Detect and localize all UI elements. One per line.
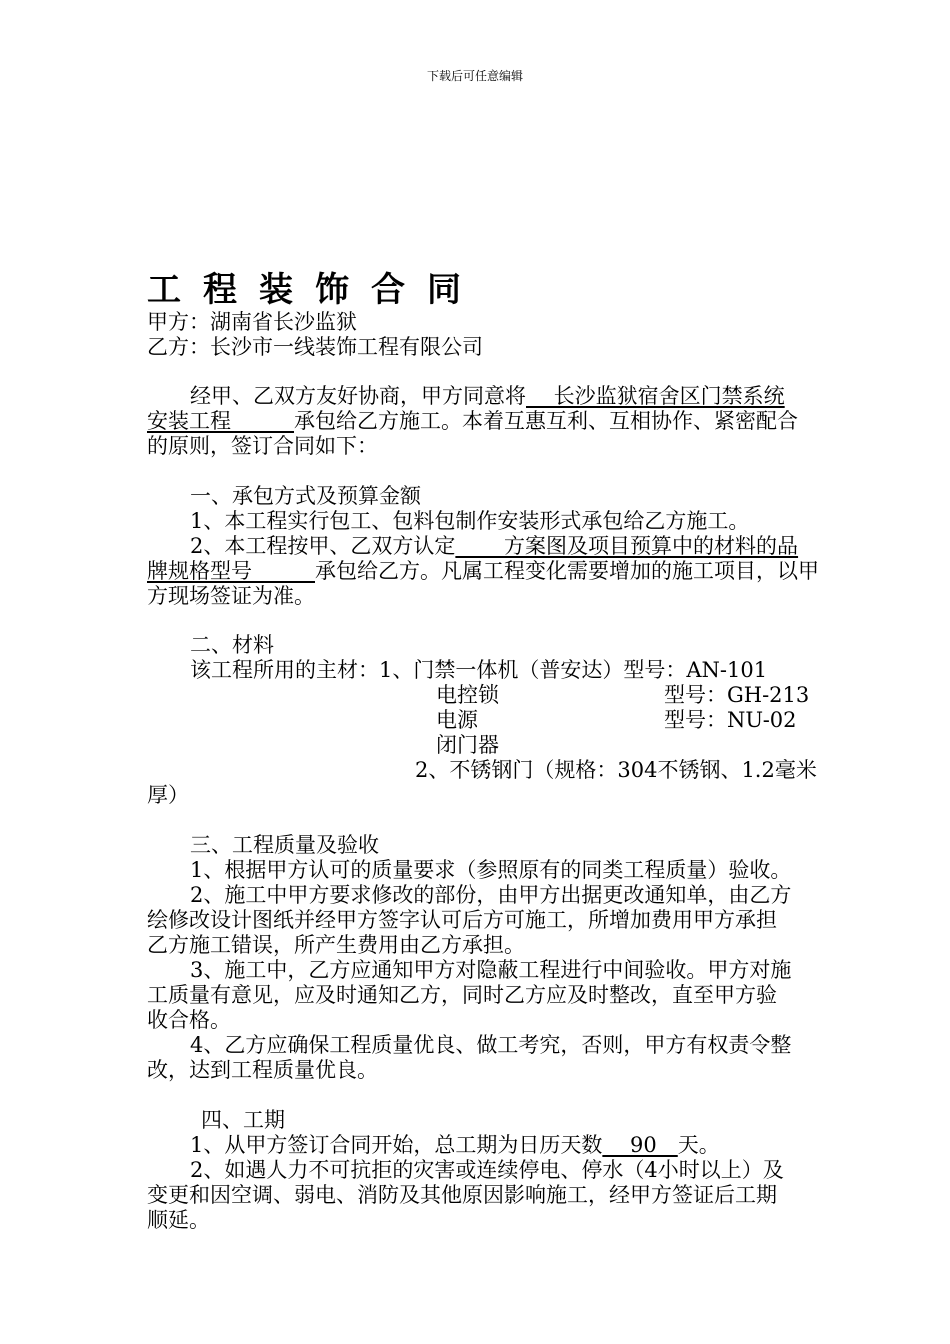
clause-text-end: 天。 bbox=[677, 1133, 720, 1157]
section-1-clause-2-line-3: 方现场签证为准。 bbox=[147, 584, 315, 608]
material-item-2: 2、不锈钢门（规格：304不锈钢、1.2毫米 bbox=[415, 758, 817, 782]
section-1-clause-2-line-2 bbox=[147, 559, 880, 584]
section-3-clause-3: 3、施工中，乙方应通知甲方对隐蔽工程进行中间验收。甲方对施 bbox=[190, 958, 792, 982]
material-item-power: 电源 bbox=[436, 708, 478, 732]
section-2-heading: 二、材料 bbox=[190, 633, 274, 657]
material-item-closer: 闭门器 bbox=[436, 733, 499, 757]
section-3-heading: 三、工程质量及验收 bbox=[190, 833, 379, 857]
clause-text-2: 承包给乙方。凡属工程变化需要增加的施工项目，以甲 bbox=[315, 559, 819, 583]
section-3-clause-2: 2、施工中甲方要求修改的部份，由甲方出据更改通知单，由乙方 bbox=[190, 883, 792, 907]
party-a: 甲方：湖南省长沙监狱 bbox=[147, 310, 357, 334]
section-4-clause-2-line-2: 变更和因空调、弱电、消防及其他原因影响施工，经甲方签证后工期 bbox=[147, 1183, 777, 1207]
party-b: 乙方：长沙市一线装饰工程有限公司 bbox=[147, 335, 483, 359]
duration-days-field: 90 bbox=[602, 1133, 678, 1157]
section-4-heading: 四、工期 bbox=[201, 1108, 285, 1132]
project-name-field: 长沙监狱宿舍区门禁系统 bbox=[526, 384, 785, 408]
section-4-clause-1 bbox=[190, 1133, 923, 1158]
section-3-clause-4: 4、乙方应确保工程质量优良、做工考究，否则，甲方有权责令整 bbox=[190, 1033, 792, 1057]
page-header: 下载后可任意编辑 bbox=[426, 69, 523, 83]
section-1-clause-2 bbox=[190, 534, 880, 559]
clause-text: 1、从甲方签订合同开始，总工期为日历天数 bbox=[190, 1133, 603, 1157]
material-item-power-model: 型号：NU-02 bbox=[664, 708, 797, 732]
intro-line-3: 的原则，签订合同如下： bbox=[147, 434, 378, 458]
section-3-clause-4-line-2: 改，达到工程质量优良。 bbox=[147, 1058, 378, 1082]
materials-basis-field: 方案图及项目预算中的材料的品 bbox=[455, 534, 799, 558]
material-item-1: 该工程所用的主材：1、门禁一体机（普安达）型号：AN-101 bbox=[190, 658, 768, 682]
contract-title: 工程装饰合同 bbox=[147, 270, 483, 310]
material-item-lock-model: 型号：GH-213 bbox=[664, 683, 810, 707]
materials-basis-field-cont: 牌规格型号 bbox=[147, 559, 315, 583]
intro-text-2: 承包给乙方施工。本着互惠互利、互相协作、紧密配合 bbox=[294, 409, 798, 433]
intro-text: 经甲、乙双方友好协商，甲方同意将 bbox=[190, 384, 526, 408]
section-3-clause-2-line-2: 绘修改设计图纸并经甲方签字认可后方可施工，所增加费用甲方承担 bbox=[147, 908, 777, 932]
material-item-2-cont: 厚） bbox=[147, 783, 189, 807]
section-4-clause-2: 2、如遇人力不可抗拒的灾害或连续停电、停水（4小时以上）及 bbox=[190, 1158, 784, 1182]
section-3-clause-3-line-2: 工质量有意见，应及时通知乙方，同时乙方应及时整改，直至甲方验 bbox=[147, 983, 777, 1007]
section-1-clause-1: 1、本工程实行包工、包料包制作安装形式承包给乙方施工。 bbox=[190, 509, 750, 533]
intro-line-2 bbox=[147, 409, 880, 434]
material-item-lock: 电控锁 bbox=[436, 683, 499, 707]
section-1-heading: 一、承包方式及预算金额 bbox=[190, 484, 421, 508]
clause-text: 2、本工程按甲、乙双方认定 bbox=[190, 534, 456, 558]
section-3-clause-2-line-3: 乙方施工错误，所产生费用由乙方承担。 bbox=[147, 933, 525, 957]
section-3-clause-3-line-3: 收合格。 bbox=[147, 1008, 231, 1032]
intro-line-1 bbox=[190, 384, 880, 409]
project-name-field-cont: 安装工程 bbox=[147, 409, 294, 433]
section-4-clause-2-line-3: 顺延。 bbox=[147, 1208, 210, 1232]
section-3-clause-1: 1、根据甲方认可的质量要求（参照原有的同类工程质量）验收。 bbox=[190, 858, 792, 882]
